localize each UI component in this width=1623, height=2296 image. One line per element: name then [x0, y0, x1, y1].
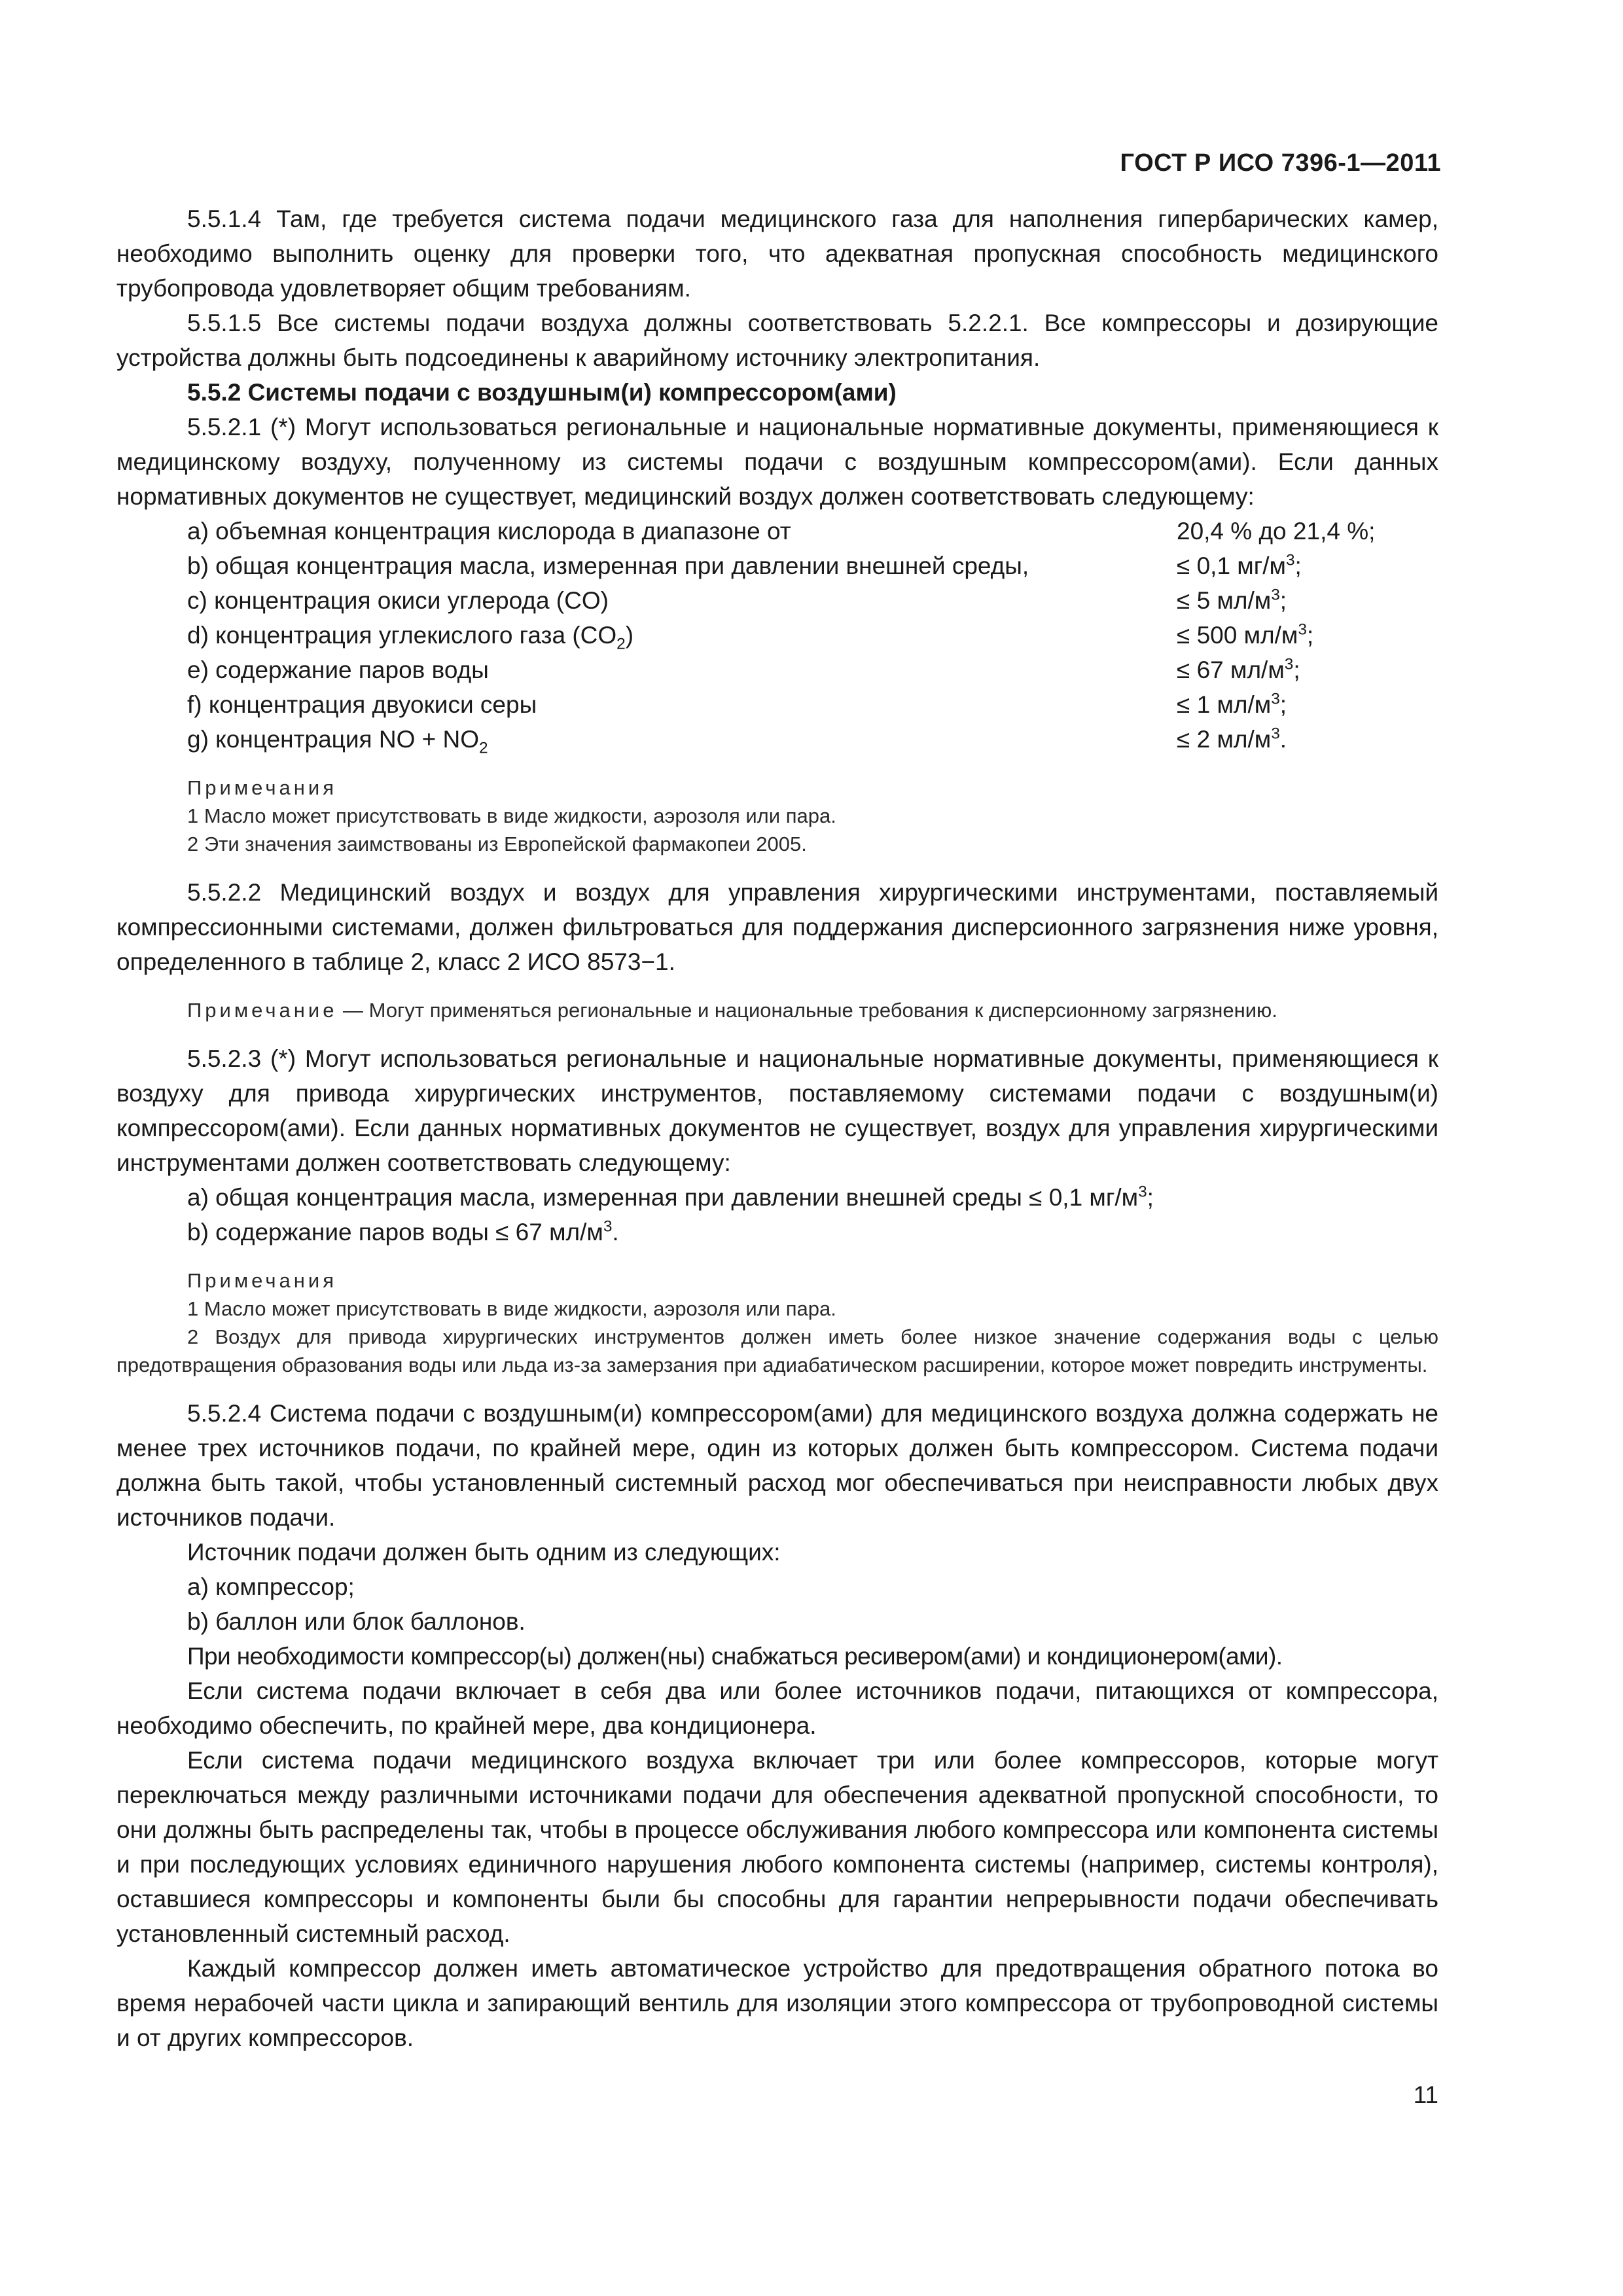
paragraph-receivers: При необходимости компрессор(ы) должен(ны) снабжаться ресивером(ами) и кондиционером(ами). [187, 1643, 1283, 1670]
paragraph-5-5-1-4: 5.5.1.4 Там, где требуется система подачи медицинского газа для наполнения гипербарических камер, необходимо выполнить оценку для проверки того, что адекватная пропускная способность медицинского трубопровода удовлетворяет общим требованиям. [116, 206, 1438, 302]
document-body [116, 202, 1438, 2055]
limit-value: ≤ 67 $мл/м^3$; [1177, 655, 1300, 683]
paragraph-5-5-1-5: 5.5.1.5 Все системы подачи воздуха должны соответствовать 5.2.2.1. Все компрессоры и дозирующие устройства должны быть подсоединены к аварийному источнику электропитания. [116, 310, 1438, 371]
note-item: 1 Масло может присутствовать в виде жидкости, аэрозоля или пара. [187, 804, 836, 827]
paragraph-5-5-2-3: 5.5.2.3 (*) Могут использоваться региональные и национальные нормативные документы, применяющиеся к воздуху для привода хирургических инструментов, поставляемому системами подачи с воздушным(и) компрессором(ами). Если данных нормативных документов не существует, воздух для управления хирургическими инструментами должен соответствовать следующему: [116, 1045, 1438, 1176]
limit-label: d) концентрация углекислого газа $(CO_2)$ [187, 622, 634, 653]
list-item [116, 548, 1438, 583]
standard-header: ГОСТ Р ИСО 7396-1—2011 [1120, 149, 1441, 177]
paragraph-two-sources: Если система подачи включает в себя два или более источников подачи, питающихся от компрессора, необходимо обеспечить, по крайней мере, два кондиционера. [116, 1677, 1438, 1739]
limit-value: ≤ 5 $мл/м^3$; [1177, 586, 1287, 614]
list-item [116, 687, 1438, 722]
note-text: — Могут применяться региональные и национальные требования к дисперсионному загрязнению. [337, 999, 1277, 1022]
limit-label: e) содержание паров воды [187, 656, 489, 683]
limit-label: b) общая концентрация масла, измеренная при давлении внешней среды, [187, 552, 1029, 579]
limit-value: 20,4 % до 21,4 %; [1177, 518, 1376, 545]
list-item [116, 583, 1438, 618]
paragraph-5-5-2-4: 5.5.2.4 Система подачи с воздушным(и) компрессором(ами) для медицинского воздуха должна содержать не менее трех источников подачи, по крайней мере, один из которых должен быть компрессором. Система подачи должна быть такой, чтобы установленный системный расход мог обеспечиваться при неисправности любых двух источников подачи. [116, 1400, 1438, 1531]
limit-value: ≤ 1 $мл/м^3$; [1177, 690, 1287, 718]
note-item: 1 Масло может присутствовать в виде жидкости, аэрозоля или пара. [187, 1297, 836, 1320]
paragraph-three-compressors: Если система подачи медицинского воздуха включает три или более компрессоров, которые могут переключаться между различными источниками подачи для обеспечения адекватной пропускной способности, то они должны быть распределены так, чтобы в процессе обслуживания любого компрессора или компонента системы и при последующих условиях единичного нарушения любого компонента системы (например, системы контроля), оставшиеся компрессоры и компоненты были бы способны для гарантии непрерывности подачи обеспечивать установленный системный расход. [116, 1747, 1438, 1947]
notes-heading: Примечания [187, 1269, 337, 1292]
list-item [116, 722, 1438, 757]
notes-block-1 [116, 774, 1438, 858]
paragraph-source-intro: Источник подачи должен быть одним из следующих: [187, 1539, 781, 1566]
page-number: 11 [1413, 2081, 1438, 2108]
limit-label: c) концентрация окиси углерода (CO) [187, 587, 609, 614]
notes-heading: Примечания [187, 776, 337, 799]
air-limits-list [116, 514, 1438, 757]
list-item [116, 514, 1438, 548]
limit-value: ≤ 2 $мл/м^3$. [1177, 725, 1287, 753]
limit-value: ≤ 0,1 $мг/м^3$; [1177, 551, 1302, 579]
section-heading-5-5-2: 5.5.2 Системы подачи с воздушным(и) компрессором(ами) [187, 379, 897, 406]
paragraph-each-compressor: Каждый компрессор должен иметь автоматическое устройство для предотвращения обратного потока во время нерабочей части цикла и запирающий вентиль для изоляции этого компрессора от трубопроводной системы и от других компрессоров. [116, 1955, 1438, 2051]
limit-label: g) концентрация NO + $NO_2$ [187, 726, 488, 757]
limit-label: a) объемная концентрация кислорода в диапазоне от [187, 518, 791, 545]
list-item: а) общая концентрация масла, измеренная при давлении внешней среды ≤ 0,1 $мг/м^3$; [187, 1183, 1154, 1211]
list-item: b) содержание паров воды ≤ 67 $мл/м^3$. [187, 1217, 619, 1246]
paragraph-5-5-2-2: 5.5.2.2 Медицинский воздух и воздух для управления хирургическими инструментами, поставляемый компрессионными системами, должен фильтроваться для поддержания дисперсионного загрязнения ниже уровня, определенного в таблице 2, класс 2 ИСО 8573−1. [116, 879, 1438, 975]
limit-value: ≤ 500 $мл/м^3$; [1177, 620, 1314, 649]
paragraph-5-5-2-1: 5.5.2.1 (*) Могут использоваться региональные и национальные нормативные документы, применяющиеся к медицинскому воздуху, полученному из системы подачи с воздушным компрессором(ами). Если данных нормативных документов не существует, медицинский воздух должен соответствовать следующему: [116, 414, 1438, 510]
list-item [116, 653, 1438, 687]
note-block-2 [116, 996, 1438, 1024]
list-item: b) баллон или блок баллонов. [187, 1608, 526, 1635]
notes-block-3 [116, 1266, 1438, 1379]
list-item: a) компрессор; [187, 1573, 355, 1600]
note-item: 2 Эти значения заимствованы из Европейской фармакопеи 2005. [187, 833, 807, 855]
list-item [116, 618, 1438, 653]
note-item: 2 Воздух для привода хирургических инструментов должен иметь более низкое значение содержания воды с целью предотвращения образования воды или льда из-за замерзания при адиабатическом расширении, которое может повредить инструменты. [116, 1325, 1438, 1376]
limit-label: f) концентрация двуокиси серы [187, 691, 537, 718]
note-label: Примечание [187, 999, 338, 1022]
